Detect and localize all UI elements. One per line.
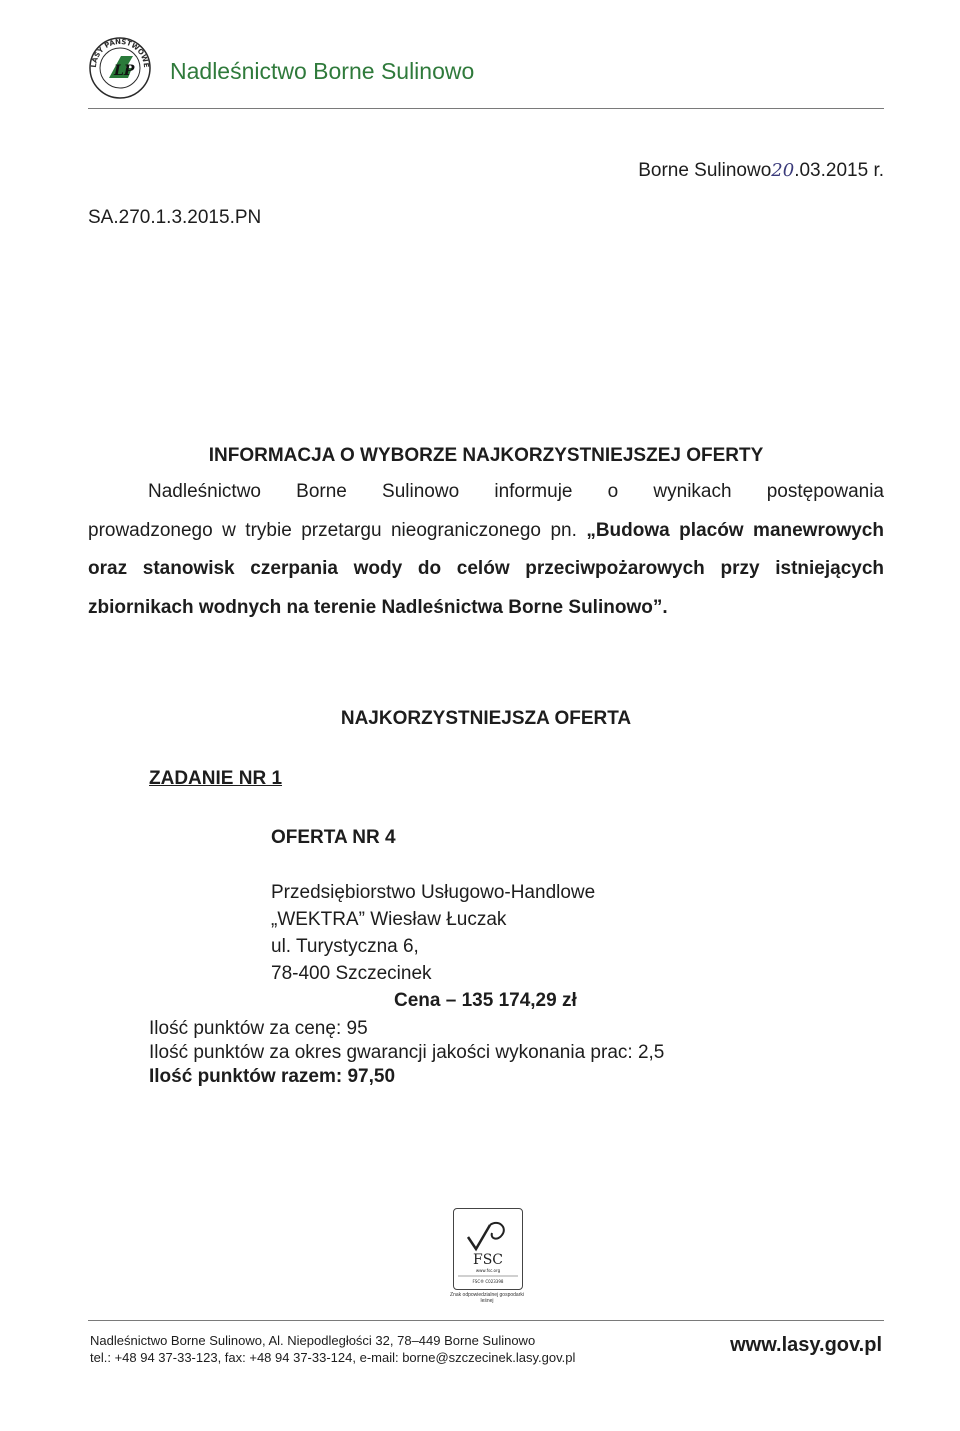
- best-offer-heading: NAJKORZYSTNIEJSZA OFERTA: [340, 708, 632, 729]
- notice-body: [88, 473, 884, 627]
- project-name: „Budowa placów manewrowych oraz stanowisk czerpania wody do celów przeciwpożarowych przy istniejących zbiornikach wodnych na terenie Nadleśnictwa Borne Sulinowo”.: [88, 519, 884, 618]
- notice-title: INFORMACJA O WYBORZE NAJKORZYSTNIEJSZEJ OFERTY: [208, 445, 764, 466]
- organization-name: Nadleśnictwo Borne Sulinowo: [170, 58, 475, 84]
- svg-text:LP: LP: [114, 63, 135, 79]
- offer-number: OFERTA NR 4: [271, 827, 396, 848]
- address-line: 78-400 Szczecinek: [271, 963, 432, 984]
- notice-intro-line: Nadleśnictwo Borne Sulinowo informuje o wynikach postępowania: [148, 481, 884, 502]
- footer-divider: [88, 1320, 884, 1321]
- fsc-code: FSC® C023398: [472, 1279, 504, 1284]
- fsc-caption: Znak odpowiedzialnej gospodarki leśnej: [450, 1292, 524, 1304]
- address-line: Przedsiębiorstwo Usługowo-Handlowe: [271, 882, 596, 903]
- website-link[interactable]: www.lasy.gov.pl: [730, 1334, 882, 1356]
- points-warranty: Ilość punktów za okres gwarancji jakości wykonania prac: 2,5: [149, 1042, 665, 1063]
- reference-number: SA.270.1.3.2015.PN: [88, 207, 262, 228]
- offer-price: Cena – 135 174,29 zł: [394, 990, 577, 1011]
- address-line: „WEKTRA” Wiesław Łuczak: [271, 909, 507, 930]
- notice-intro-rest: prowadzonego w trybie przetargu nieograniczonego pn.: [88, 519, 577, 541]
- address-line: ul. Turystyczna 6,: [271, 936, 419, 957]
- place-and-date: [638, 160, 884, 182]
- fsc-site: www.fsc.org: [475, 1268, 501, 1273]
- footer-contact: tel.: +48 94 37-33-123, fax: +48 94 37-33-124, e-mail: borne@szczecinek.lasy.gov.pl: [90, 1350, 576, 1365]
- date-suffix: .03.2015 r.: [794, 160, 884, 181]
- svg-text:LASY PAŃSTWOWE: LASY PAŃSTWOWE: [89, 37, 151, 68]
- footer-address: Nadleśnictwo Borne Sulinowo, Al. Niepodległości 32, 78–449 Borne Sulinowo: [90, 1333, 536, 1348]
- handwritten-day: 20: [771, 160, 795, 181]
- fsc-label: FSC: [472, 1252, 504, 1268]
- points-total: Ilość punktów razem: 97,50: [149, 1066, 396, 1087]
- points-price: Ilość punktów za cenę: 95: [149, 1018, 368, 1039]
- place-name: Borne Sulinowo: [638, 160, 772, 181]
- header-divider: [88, 108, 884, 109]
- fsc-logo: [453, 1208, 523, 1290]
- task-label: ZADANIE NR 1: [149, 768, 283, 789]
- lasy-panstwowe-logo: [88, 36, 152, 100]
